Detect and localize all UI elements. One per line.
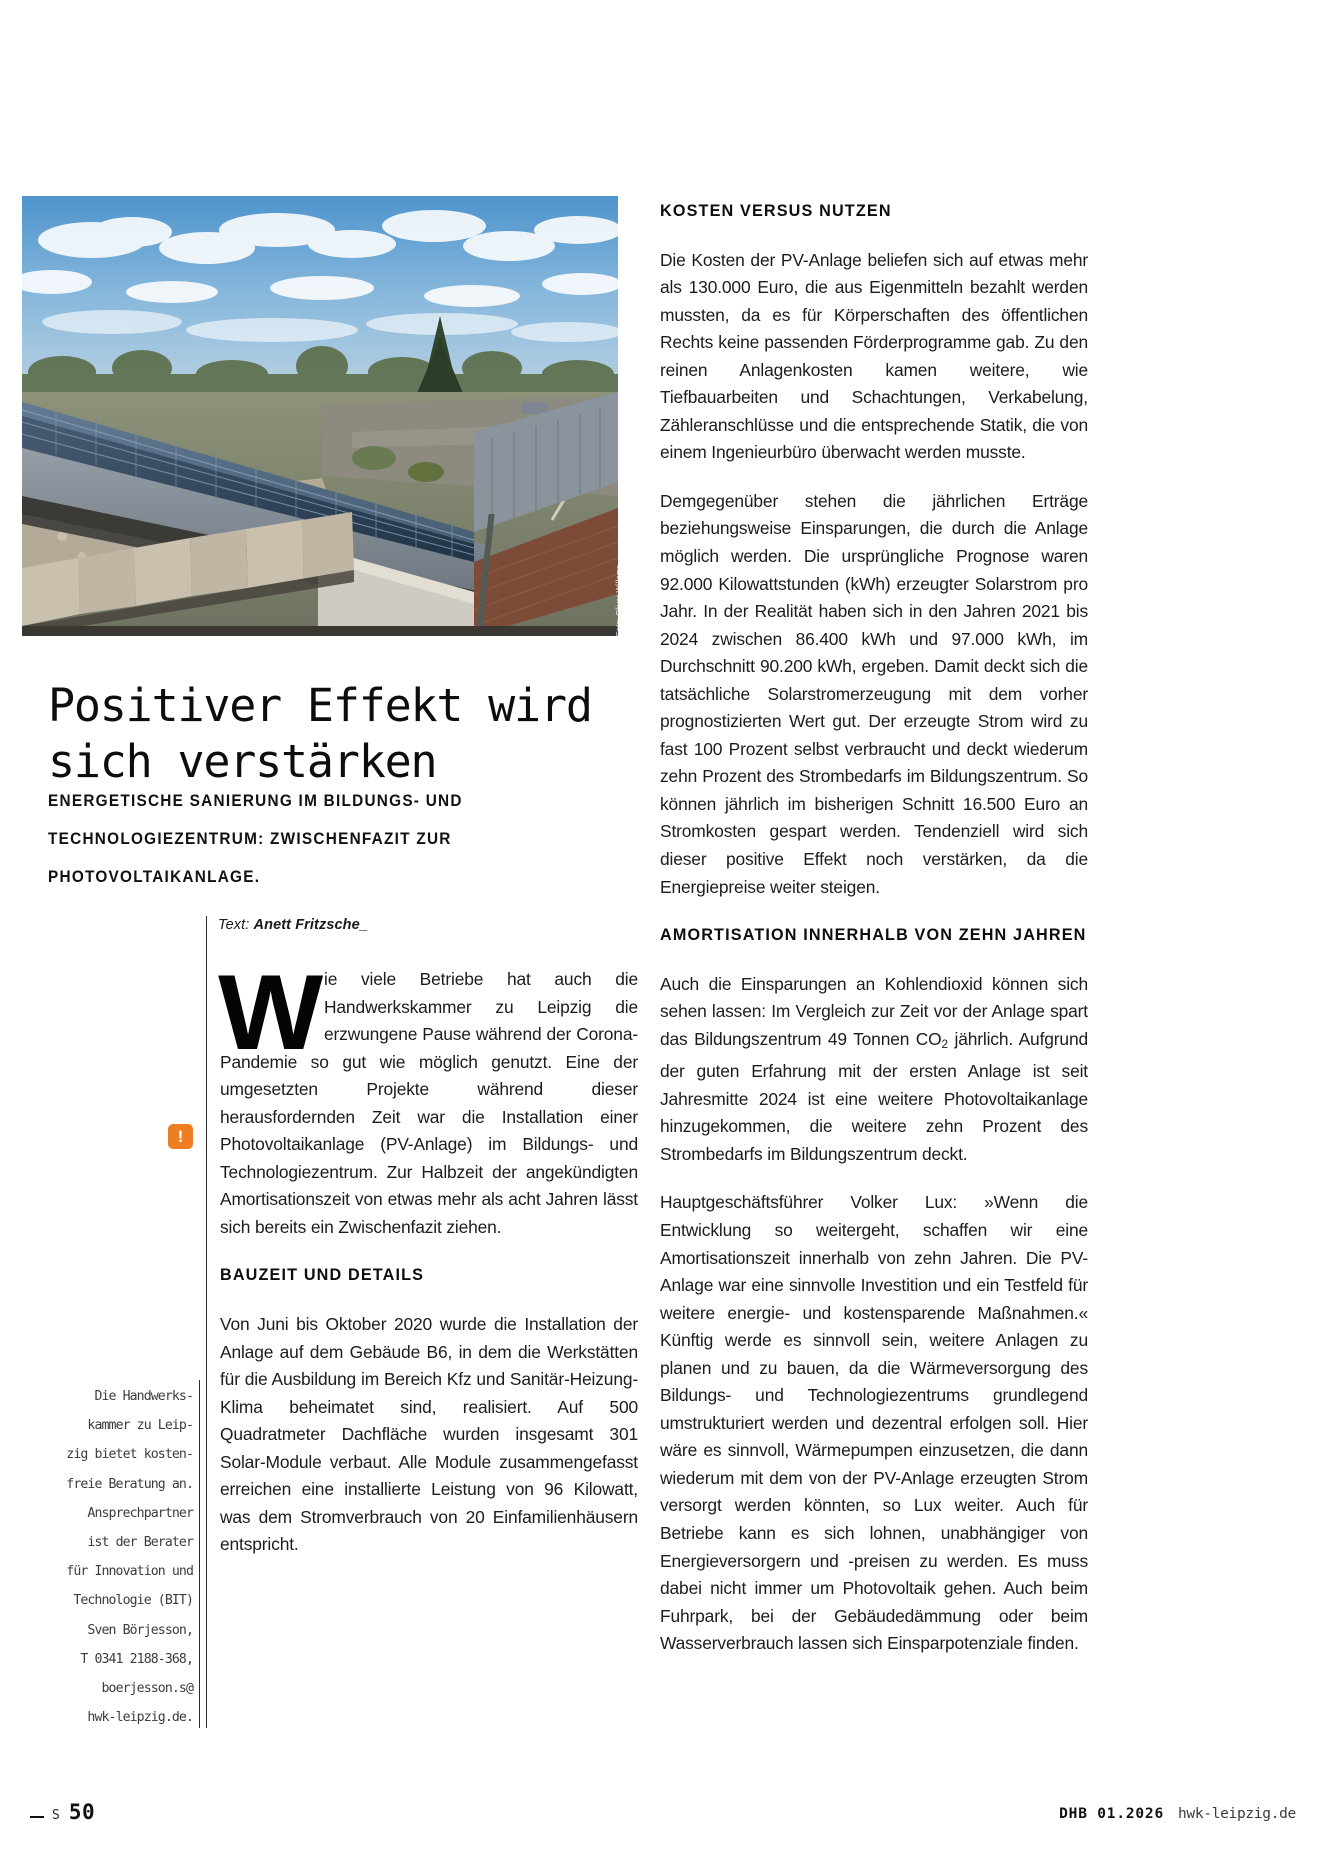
sidebar-line: zig bietet kosten- bbox=[66, 1447, 193, 1463]
byline-label: Text: bbox=[218, 917, 250, 933]
sidebar-line: T 0341 2188-368, bbox=[80, 1651, 193, 1667]
co2-subscript: 2 bbox=[941, 1036, 948, 1051]
sidebar-line: kammer zu Leip- bbox=[87, 1418, 193, 1434]
sidebar-line: Sven Börjesson, bbox=[87, 1622, 193, 1638]
byline bbox=[218, 917, 368, 933]
exclamation-glyph: ! bbox=[177, 1127, 184, 1146]
section-heading-bauzeit: BAUZEIT UND DETAILS bbox=[220, 1266, 425, 1285]
section-paragraph-bauzeit: Von Juni bis Oktober 2020 wurde die Installation der Anlage auf dem Gebäude B6, in dem die Werkstätten für die Ausbildung im Bereich Kfz und Sanitär-Heizung-Klima beheimatet sind, realisiert. Auf 500 Quadratmeter Dachfläche wurden insgesamt 301 Solar-Module verbaut. Alle Module zusammengefasst erreichen eine installierte Leistung von 96 Kilowatt, was dem Stromverbrauch von 20 Einfamilienhäusern entspricht. bbox=[220, 1314, 638, 1555]
paragraph-kosten: Die Kosten der PV-Anlage beliefen sich auf etwas mehr als 130.000 Euro, die aus Eigenmitteln bezahlt werden mussten, da es für Körperschaften des öffentlichen Rechts keine passenden Förderprogramme gab. Zu den reinen Anlagenkosten kamen weitere, wie Tiefbauarbeiten und Schachtungen, Verkabelung, Zähleranschlüsse und die entsprechende Statik, die von einem Ingenieurbüro überwacht werden musste. bbox=[660, 249, 1088, 463]
sidebar-line: Ansprechpartner bbox=[87, 1505, 193, 1521]
sidebar-contact-note bbox=[30, 1382, 193, 1732]
lead-text: ie viele Betriebe hat auch die Handwerkskammer zu Leipzig die erzwungene Pause während der Corona-Pandemie so gut wie möglich genutzt. Eine der umgesetzten Projekte während dieser herausfordernden Zeit war die Installation einer Photovoltaikanlage (PV-Anlage) im Bildungs- und Technologiezentrum. Zur Halbzeit der angekündigten Amortisationszeit von etwas mehr als acht Jahren lässt sich bereits ein Zwischenfazit ziehen. bbox=[220, 969, 638, 1237]
rooftop-solar-illustration bbox=[22, 196, 618, 636]
sidebar-divider-rule bbox=[199, 1380, 200, 1728]
kicker-line-3: PHOTOVOLTAIKANLAGE. bbox=[48, 868, 261, 886]
kicker-line-2: TECHNOLOGIEZENTRUM: ZWISCHENFAZIT ZUR bbox=[48, 830, 452, 848]
kicker-line-1: ENERGETISCHE SANIERUNG IM BILDUNGS- UND bbox=[48, 792, 463, 810]
sidebar-line: ist der Berater bbox=[87, 1535, 193, 1551]
paragraph-co2 bbox=[660, 971, 1088, 1169]
footer-section-letter: S bbox=[52, 1808, 60, 1823]
sidebar-line: Die Handwerks- bbox=[94, 1389, 193, 1404]
section-heading-kosten: KOSTEN VERSUS NUTZEN bbox=[660, 202, 892, 220]
footer-issue-info bbox=[1059, 1806, 1296, 1822]
photo-credit: Foto: Oliver Willems bbox=[614, 564, 623, 636]
sidebar-line: Technologie (BIT) bbox=[73, 1593, 193, 1609]
issue-label: DHB 01.2026 bbox=[1059, 1806, 1164, 1822]
hero-photo bbox=[22, 196, 618, 636]
footer-page-marker bbox=[30, 1800, 95, 1824]
sidebar-line: hwk-leipzig.de. bbox=[87, 1710, 193, 1726]
column-divider-rule bbox=[206, 916, 207, 1728]
exclamation-icon bbox=[168, 1124, 193, 1149]
drop-cap: W bbox=[218, 952, 318, 1072]
page-number: 50 bbox=[68, 1800, 96, 1824]
body-column-left bbox=[218, 952, 638, 1559]
co2-text-post: jährlich. Aufgrund der guten Erfahrung mit der ersten Anlage ist seit Jahresmitte 2024 ist eine weitere Photovoltaikanlage hinzugekommen, die weitere zehn Prozent des Strombedarfs im Bildungszentrum deckt. bbox=[660, 1028, 1088, 1164]
headline-line-2: sich verstärken bbox=[48, 735, 437, 789]
sidebar-line: für Innovation und bbox=[66, 1564, 193, 1580]
paragraph-ertraege: Demgegenüber stehen die jährlichen Erträge beziehungsweise Einsparungen, die durch die Anlage möglich werden. Die ursprüngliche Prognose waren 92.000 Kilowattstunden (kWh) erzeugter Solarstrom pro Jahr. In der Realität haben sich in den Jahren 2021 bis 2024 zwischen 86.400 kWh und 97.000 kWh, im Durchschnitt 90.200 kWh, ergeben. Damit deckt sich die tatsächliche Solarstromerzeugung mit dem vorher prognostizierten Wert gut. Der erzeugte Strom wird zu fast 100 Prozent selbst verbraucht und deckt wiederum zehn Prozent des Strombedarfs im Bildungszentrum. So können jährlich im bisherigen Schnitt 16.500 Euro an Stromkosten gespart werden. Tendenziell wird sich dieser positive Effekt noch verstärken, da die Energiepreise weiter steigen. bbox=[660, 490, 1088, 897]
headline-line-1: Positiver Effekt wird bbox=[48, 679, 592, 733]
lead-paragraph bbox=[218, 952, 638, 1241]
sidebar-line: boerjesson.s@ bbox=[101, 1681, 193, 1697]
article-kicker bbox=[48, 782, 606, 896]
body-column-right bbox=[660, 198, 1088, 1658]
byline-author: Anett Fritzsche_ bbox=[253, 917, 368, 933]
co2-text-pre: Auch die Einsparungen an Kohlendioxid können sich sehen lassen: Im Vergleich zur Zeit vor der Anlage spart das Bildungszentrum 49 Tonnen CO bbox=[660, 973, 1088, 1049]
sidebar-line: freie Beratung an. bbox=[66, 1476, 193, 1492]
section-heading-amortisation: AMORTISATION INNERHALB VON ZEHN JAHREN bbox=[660, 926, 1087, 945]
page-title bbox=[48, 678, 638, 790]
website-url[interactable]: hwk-leipzig.de bbox=[1177, 1806, 1296, 1822]
paragraph-quote-lux: Hauptgeschäftsführer Volker Lux: »Wenn die Entwicklung so weitergeht, schaffen wir eine Amortisationszeit innerhalb von zehn Jahren. Die PV-Anlage war eine sinnvolle Investition und ein Testfeld für weitere energie- und kostensparende Maßnahmen.« Künftig werde es sinnvoll sein, weitere Anlagen zu planen und zu bauen, da die Wärmeversorgung des Bildungs- und Technologiezentrums grundlegend umstrukturiert werden und dezentral erfolgen soll. Hier wäre es sinnvoll, Wärmepumpen einzusetzen, die dann wiederum mit dem von der PV-Anlage erzeugten Strom versorgt werden könnten, so Lux weiter. Auch für Betriebe kann es sich lohnen, unabhängiger von Energieversorgern und -preisen zu werden. Es muss dabei nicht immer um Photovoltaik gehen. Auch beim Fuhrpark, bei der Gebäudedämmung oder beim Wasserverbrauch lassen sich Einsparpotenziale finden. bbox=[660, 1192, 1088, 1654]
